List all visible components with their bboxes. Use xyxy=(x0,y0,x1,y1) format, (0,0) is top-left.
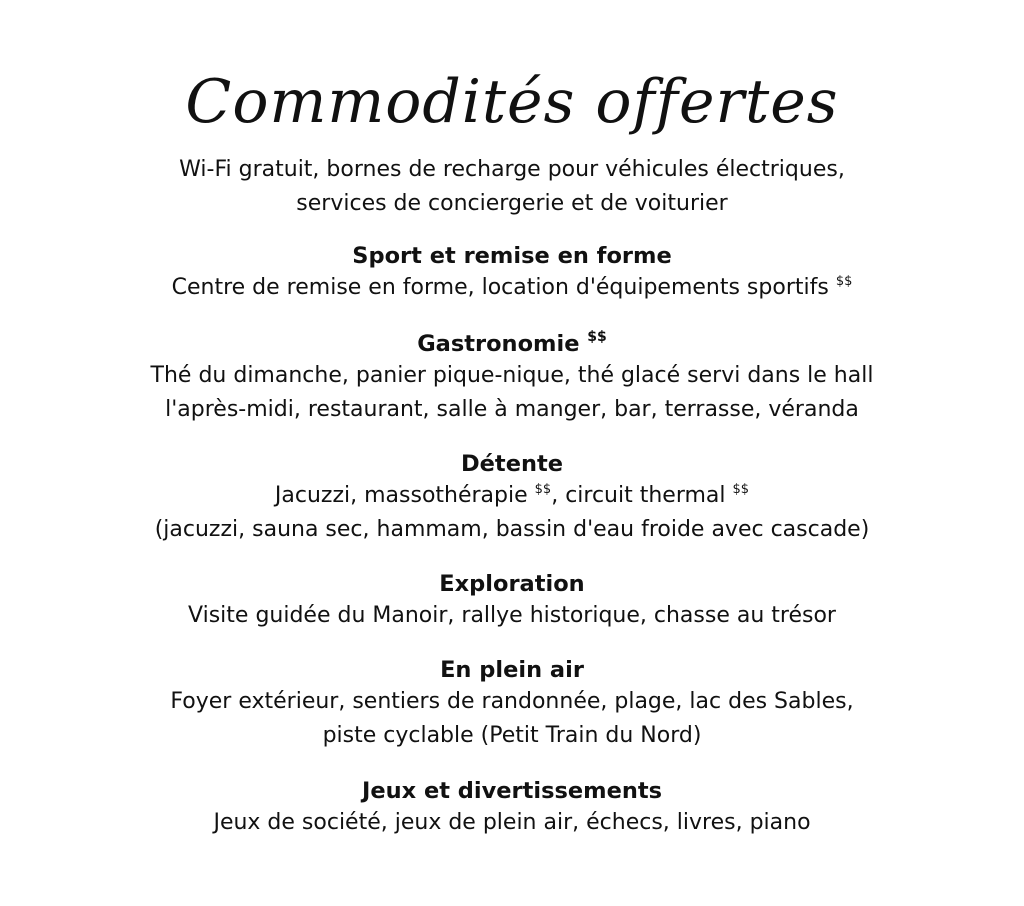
section-line xyxy=(0,479,1024,513)
section-heading: Détente xyxy=(461,451,563,477)
section-gastronomie xyxy=(0,330,1024,427)
price-marker: $$ xyxy=(732,482,750,497)
price-marker: $$ xyxy=(587,329,607,345)
section-line: Visite guidée du Manoir, rallye historique, chasse au trésor xyxy=(188,603,836,628)
intro-text xyxy=(0,153,1024,221)
section-line-text: , circuit thermal xyxy=(551,483,726,508)
price-marker: $$ xyxy=(835,274,853,289)
price-marker: $$ xyxy=(534,482,552,497)
page-title: Commodités offertes xyxy=(185,67,839,137)
section-line xyxy=(0,271,1024,305)
intro-line-2: services de conciergerie et de voiturier xyxy=(296,191,728,216)
section-heading: Jeux et divertissements xyxy=(361,778,663,804)
section-heading: Sport et remise en forme xyxy=(352,243,672,269)
section-heading xyxy=(0,330,1024,358)
section-line: Jeux de société, jeux de plein air, échecs, livres, piano xyxy=(213,810,811,835)
section-line-text: Centre de remise en forme, location d'équipements sportifs xyxy=(171,275,829,300)
section-line: l'après-midi, restaurant, salle à manger, bar, terrasse, véranda xyxy=(165,397,859,422)
section-line: Thé du dimanche, panier pique-nique, thé glacé servi dans le hall xyxy=(150,363,874,388)
section-line: (jacuzzi, sauna sec, hammam, bassin d'eau froide avec cascade) xyxy=(154,517,870,542)
section-detente xyxy=(0,450,1024,547)
section-jeux xyxy=(0,777,1024,840)
section-line: piste cyclable (Petit Train du Nord) xyxy=(322,723,702,748)
section-sport xyxy=(0,242,1024,305)
section-exploration xyxy=(0,570,1024,633)
section-heading: Exploration xyxy=(439,571,585,597)
section-heading: En plein air xyxy=(440,657,584,683)
section-plein-air xyxy=(0,656,1024,753)
section-line: Foyer extérieur, sentiers de randonnée, plage, lac des Sables, xyxy=(170,689,854,714)
intro-line-1: Wi-Fi gratuit, bornes de recharge pour véhicules électriques, xyxy=(179,157,845,182)
section-heading-text: Gastronomie xyxy=(417,331,580,357)
section-line-text: Jacuzzi, massothérapie xyxy=(274,483,528,508)
